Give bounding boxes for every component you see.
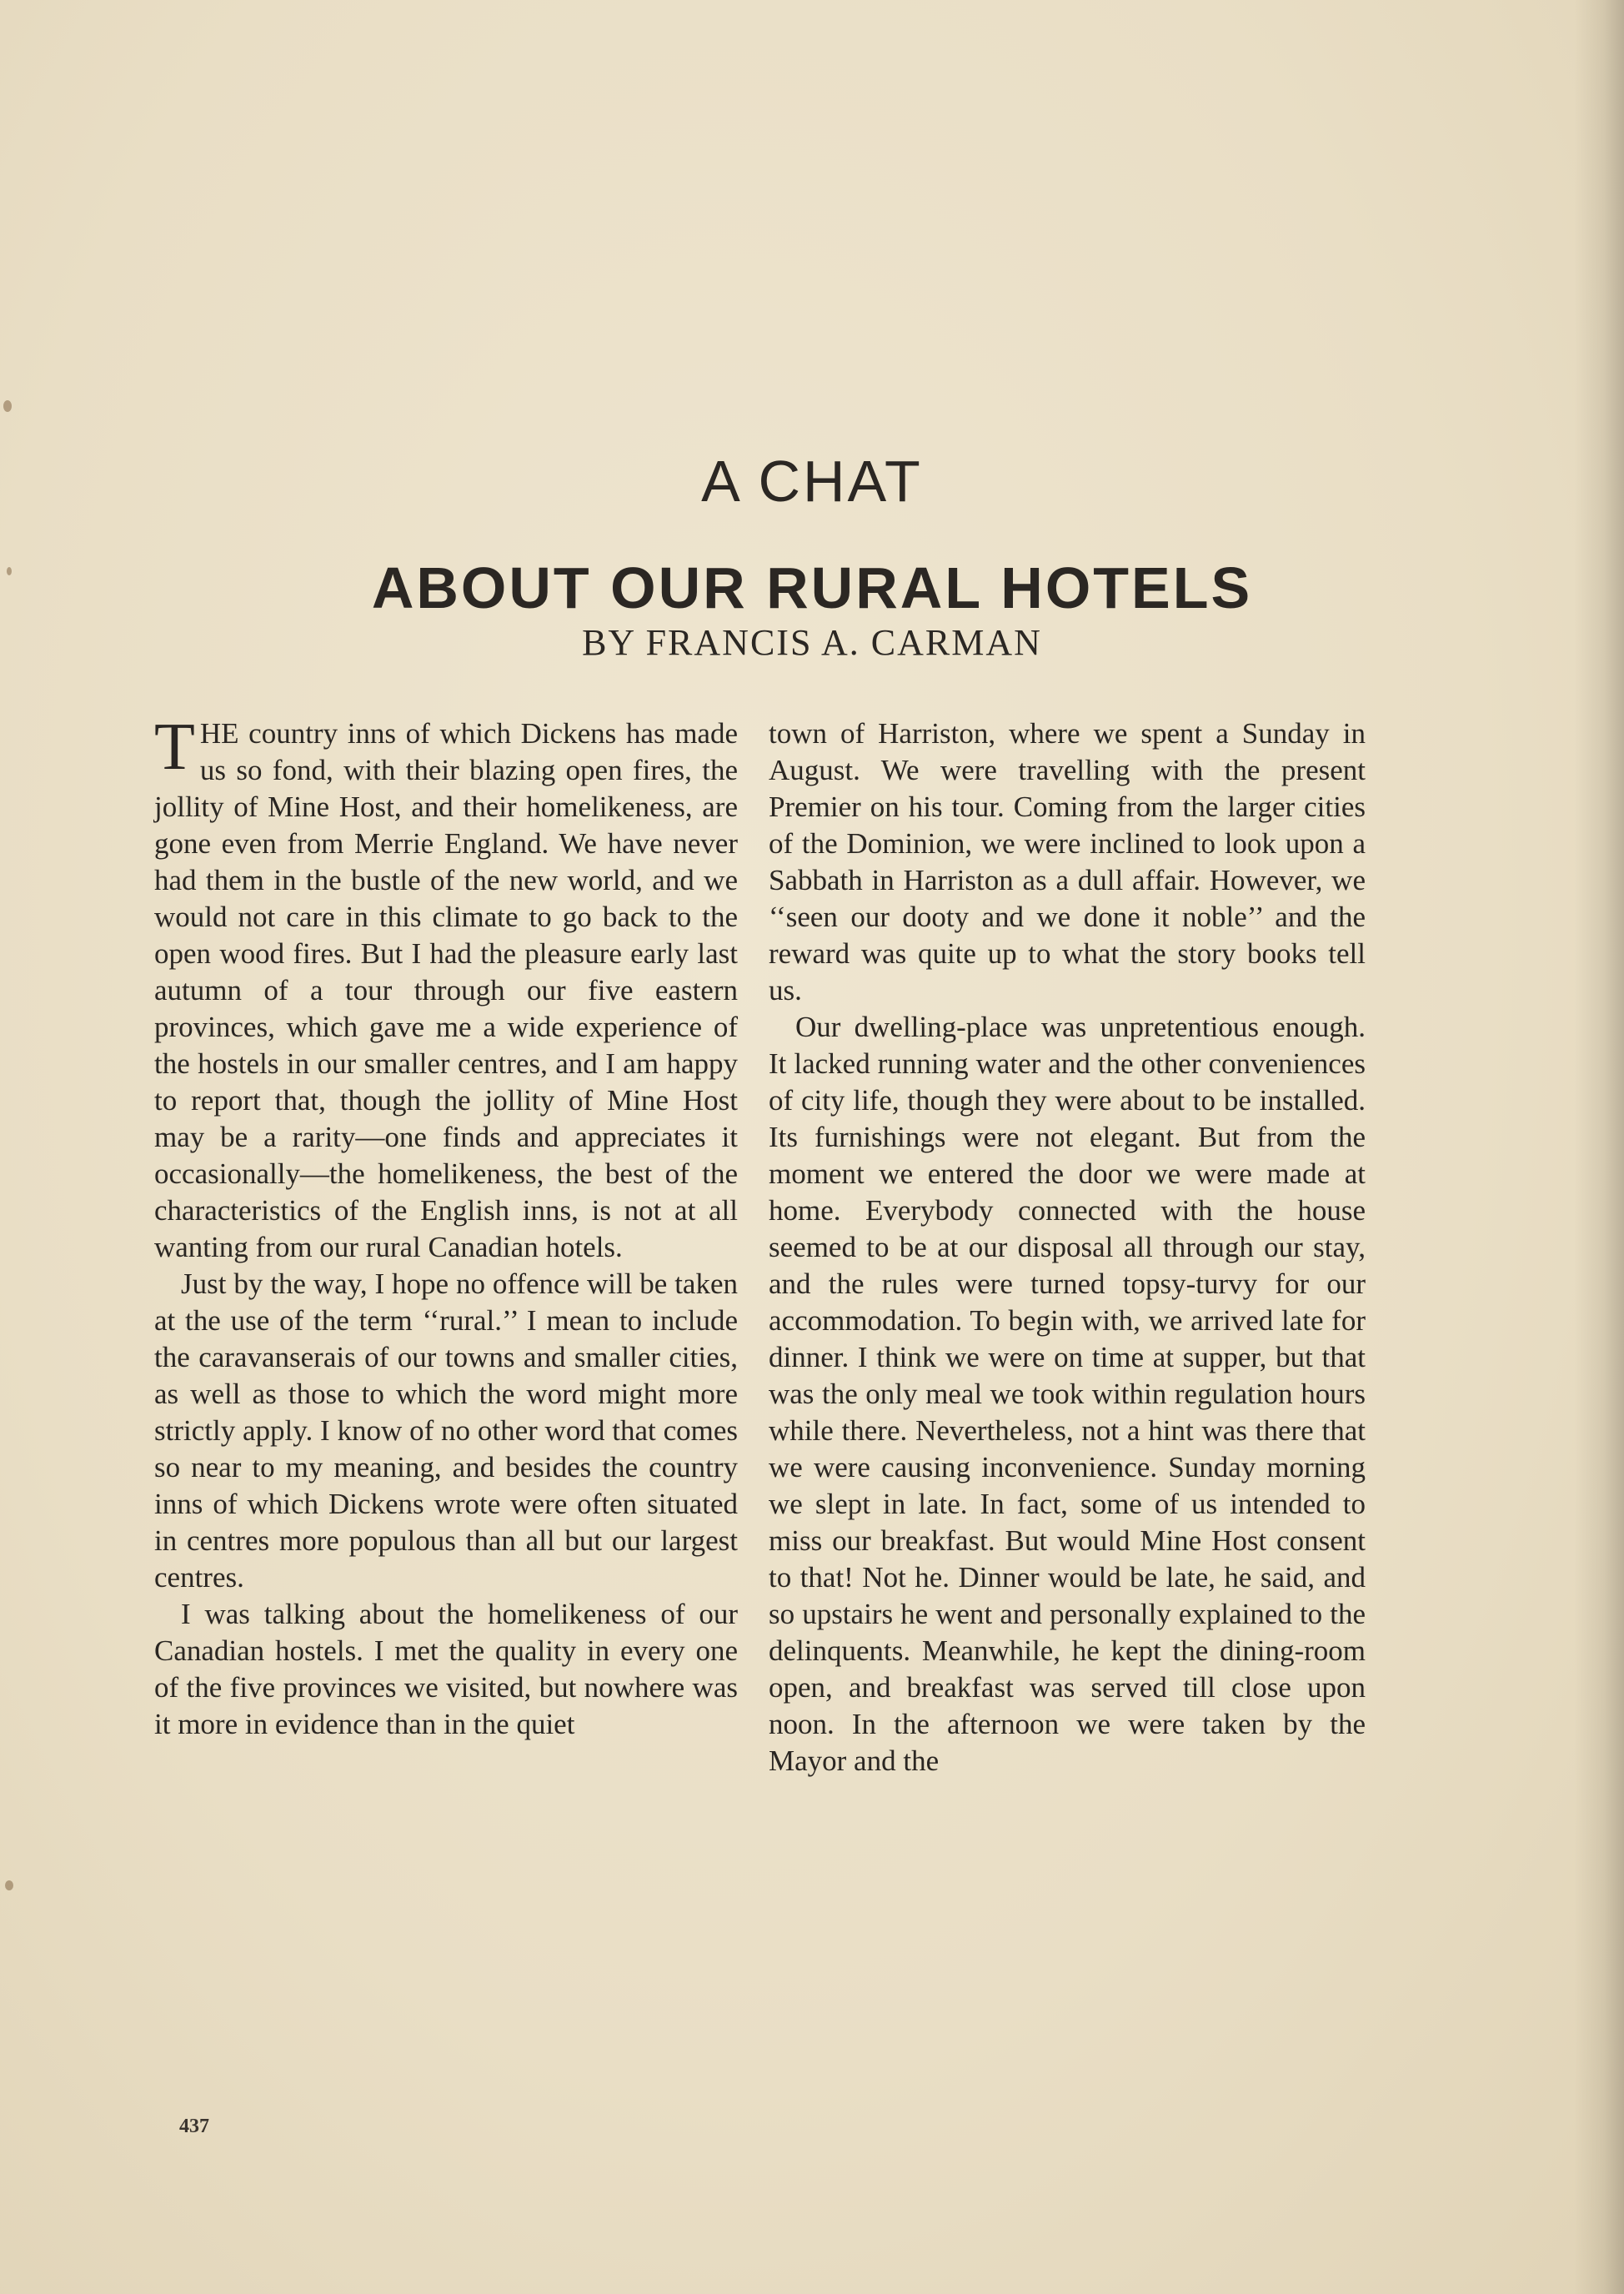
page-edge-shadow xyxy=(1574,0,1624,2294)
paragraph-text: HE country inns of which Dickens has made us so fond, with their blazing open fires, the jollity of Mine Host, and their homelikeness, are gone even from Merrie England. We have never had them in the bustle of the new world, and we would not care in this climate to go back to the open wood fires. But I had the pleasure early last autumn of a tour through our five eastern provinces, which gave me a wide experience of the hostels in our smaller centres, and I am happy to report that, though the jollity of Mine Host may be a rarity—one finds and appreciates it occasionally—the homelikeness, the best of the characteristics of the English inns, is not at all wanting from our rural Canadian hotels. xyxy=(154,717,738,1263)
article-byline: BY FRANCIS A. CARMAN xyxy=(582,622,1042,663)
article-title-line1: A CHAT xyxy=(701,448,923,514)
paragraph: Our dwelling-place was unpretentious enough. It lacked running water and the other conveniences of city life, though they were about to be installed. Its furnishings were not elegant. But from the moment we entered the door we were made at home. Everybody connected with the house seemed to be at our disposal all through our stay, and the rules were turned topsy-turvy for our accommodation. To begin with, we arrived late for dinner. I think we were on time at supper, but that was the only meal we took within regulation hours while there. Nevertheless, not a hint was there that we were causing inconvenience. Sunday morning we slept in late. In fact, some of us intended to miss our breakfast. But would Mine Host consent to that! Not he. Dinner would be late, he said, and so upstairs he went and personally explained to the delinquents. Meanwhile, he kept the dining-room open, and breakfast was served till close upon noon. In the afternoon we were taken by the Mayor and the xyxy=(769,1011,1366,1777)
article-title-line2: ABOUT OUR RURAL HOTELS xyxy=(371,555,1253,620)
paragraph: Just by the way, I hope no offence will be taken at the use of the term ‘‘rural.’’ I mean to include the caravanserais of our towns and smaller cities, as well as those to which the word might more strictly apply. I know of no other word that comes so near to my meaning, and besides the country inns of which Dickens wrote were often situated in centres more populous than all but our largest centres. xyxy=(154,1267,738,1594)
paragraph: I was talking about the homelikeness of our Canadian hostels. I met the quality in every one of the five provinces we visited, but nowhere was it more in evidence than in the quiet xyxy=(154,1598,738,1740)
drop-cap: T xyxy=(154,710,195,784)
paragraph: town of Harriston, where we spent a Sunday in August. We were travelling with the present Premier on his tour. Coming from the larger cities of the Dominion, we were inclined to look upon a Sabbath in Harriston as a dull affair. However, we ‘‘seen our dooty and we done it noble’’ and the reward was quite up to what the story books tell us. xyxy=(769,717,1366,1006)
ink-spot xyxy=(3,400,12,412)
right-column xyxy=(769,715,1366,1779)
left-column xyxy=(154,710,738,1743)
page-number: 437 xyxy=(179,2116,209,2137)
ink-spot xyxy=(5,1880,13,1890)
paragraph xyxy=(154,710,738,1266)
